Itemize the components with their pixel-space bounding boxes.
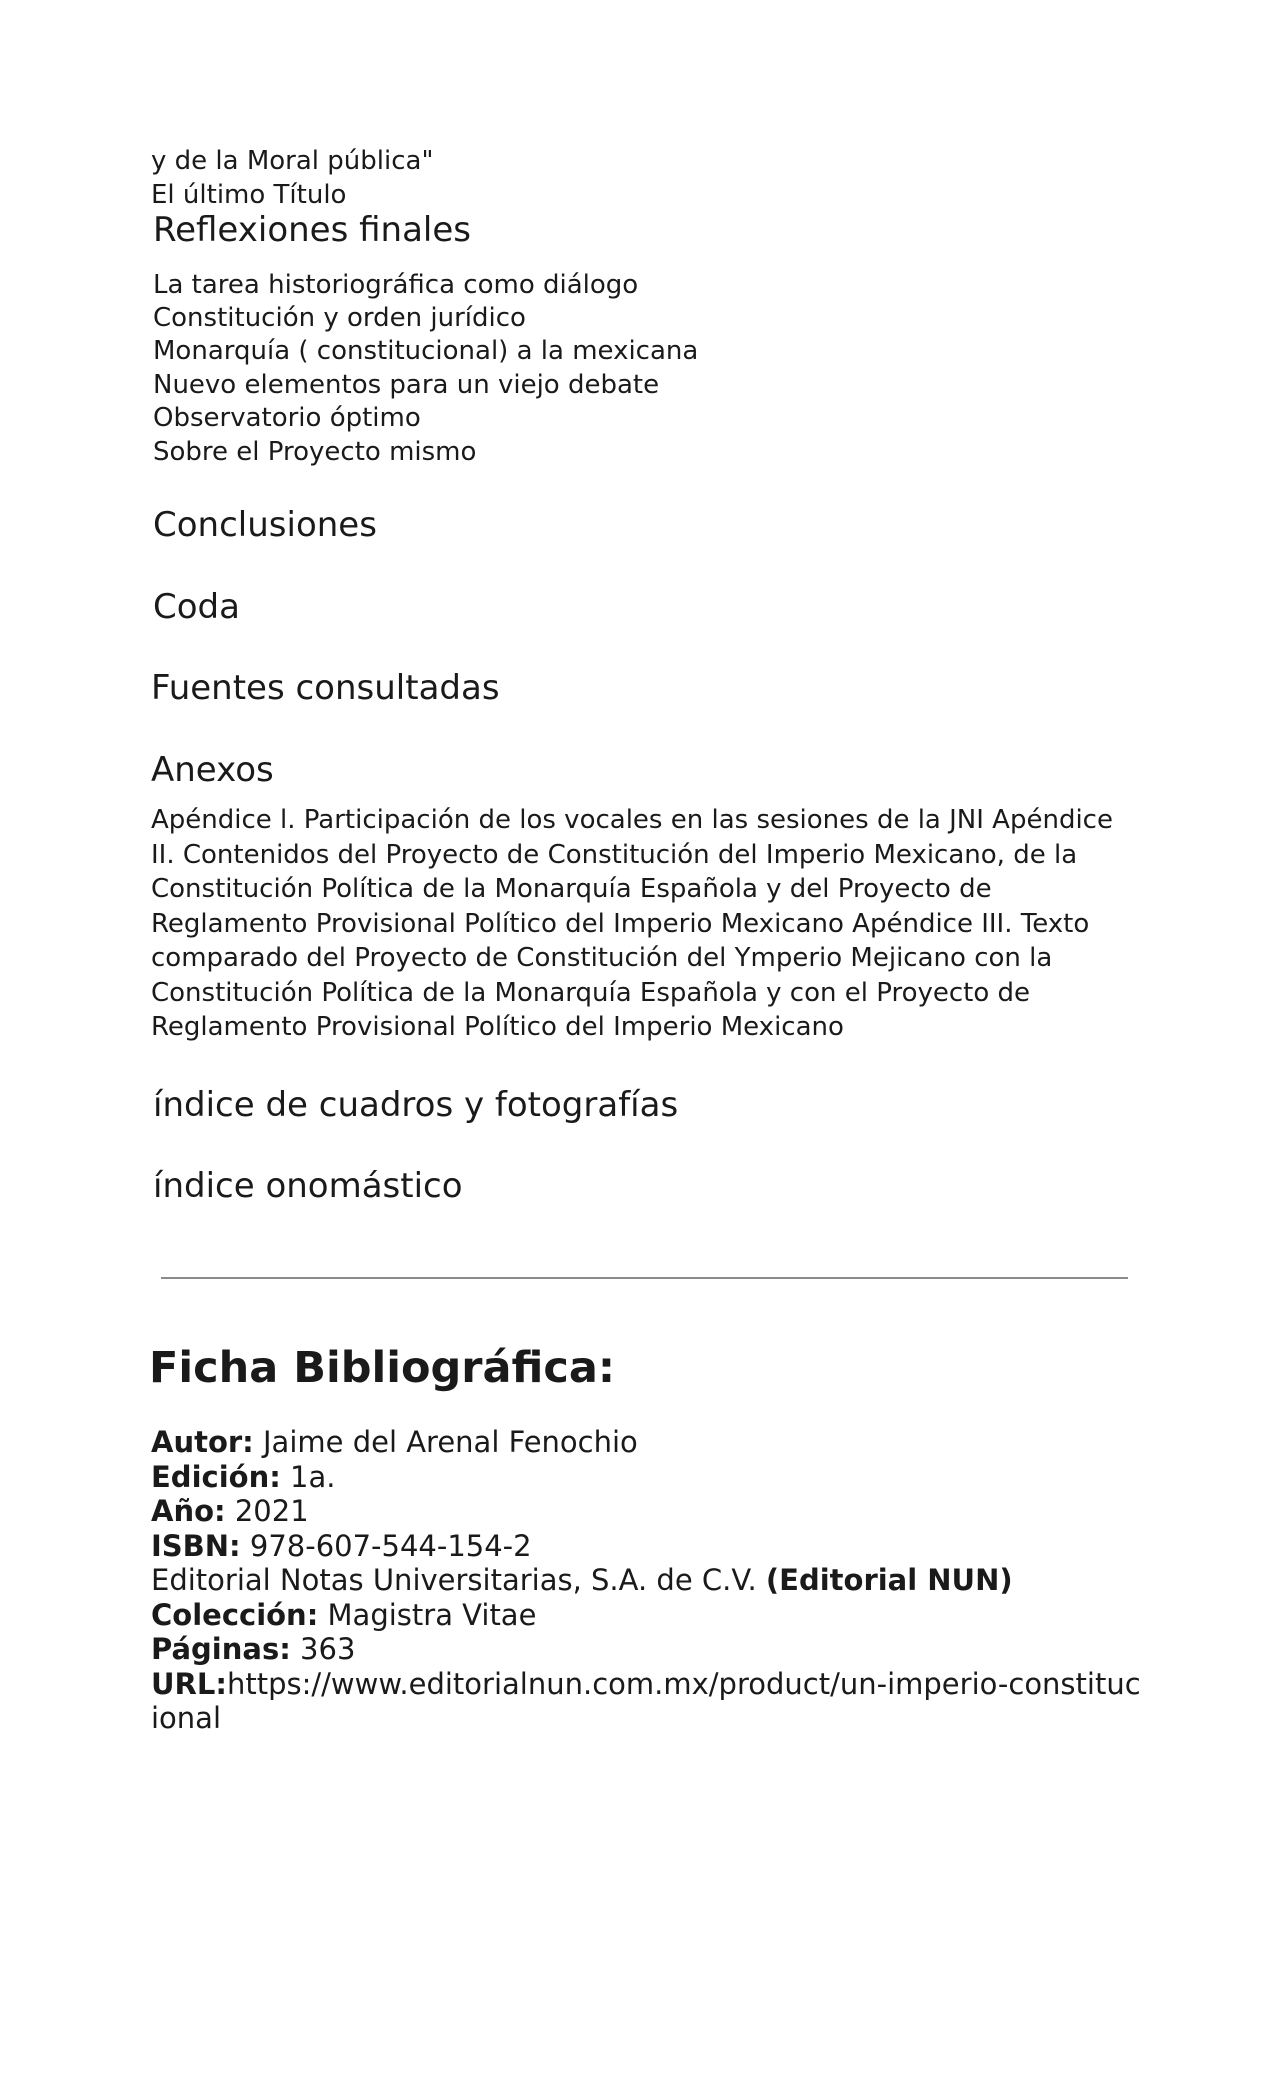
- coleccion-value: Magistra Vitae: [318, 1597, 537, 1632]
- paginas-label: Páginas:: [151, 1632, 291, 1666]
- anio-label: Año:: [151, 1494, 226, 1528]
- toc-line-ultimo-titulo: El último Título: [151, 180, 347, 210]
- ficha-title: Ficha Bibliográfica:: [149, 1343, 616, 1393]
- heading-coda: Coda: [153, 587, 240, 627]
- heading-anexos: Anexos: [151, 750, 274, 790]
- anio-value: 2021: [225, 1494, 309, 1528]
- editorial-label: (Editorial NUN): [765, 1563, 1013, 1597]
- autor-row: [151, 1425, 1141, 1460]
- heading-conclusiones: Conclusiones: [153, 505, 377, 545]
- section-divider: [161, 1277, 1128, 1279]
- coleccion-row: [151, 1598, 1141, 1633]
- edicion-row: [151, 1460, 1141, 1495]
- heading-indice-onomastico: índice onomástico: [153, 1166, 463, 1206]
- paginas-row: [151, 1632, 1141, 1667]
- edicion-value: 1a.: [280, 1459, 336, 1494]
- url-link[interactable]: https://www.editorialnun.com.mx/product/un-imperio-constitucional: [151, 1666, 1141, 1735]
- autor-label: Autor:: [151, 1425, 254, 1459]
- toc-item: Monarquía ( constitucional) a la mexicana: [153, 336, 699, 366]
- anexos-paragraph: Apéndice l. Participación de los vocales en las sesiones de la JNI Apéndice II. Contenidos del Proyecto de Constitución del Imperio Mexicano, de la Constitución Política de la Monarquía Española y del Proyecto de Reglamento Provisional Político del Imperio Mexicano Apéndice III. Texto comparado del Proyecto de Constitución del Ymperio Mejicano con la Constitución Política de la Monarquía Española y con el Proyecto de Reglamento Provisional Político del Imperio Mexicano: [151, 805, 1113, 1042]
- toc-item: Constitución y orden jurídico: [153, 303, 526, 333]
- url-label: URL:: [151, 1666, 227, 1701]
- coleccion-label: Colección:: [151, 1597, 319, 1632]
- toc-item: La tarea historiográfica como diálogo: [153, 270, 639, 300]
- edicion-label: Edición:: [151, 1459, 281, 1494]
- bibliographic-record: [151, 1425, 1141, 1736]
- isbn-label: ISBN:: [151, 1528, 241, 1563]
- toc-item: Observatorio óptimo: [153, 403, 421, 433]
- editorial-row: [151, 1563, 1141, 1598]
- isbn-row: [151, 1529, 1141, 1564]
- anio-row: [151, 1494, 1141, 1529]
- toc-item: Nuevo elementos para un viejo debate: [153, 370, 660, 400]
- toc-item: Sobre el Proyecto mismo: [153, 437, 477, 467]
- toc-line-moral-publica: y de la Moral pública": [151, 146, 434, 176]
- heading-indice-cuadros: índice de cuadros y fotografías: [153, 1085, 679, 1125]
- editorial-value: Editorial Notas Universitarias, S.A. de C.V.: [151, 1563, 766, 1597]
- url-row: [151, 1667, 1141, 1736]
- heading-reflexiones-finales: Reflexiones finales: [153, 210, 471, 250]
- heading-fuentes-consultadas: Fuentes consultadas: [151, 668, 500, 708]
- autor-value: Jaime del Arenal Fenochio: [253, 1425, 638, 1459]
- isbn-value: 978-607-544-154-2: [240, 1528, 532, 1563]
- paginas-value: 363: [290, 1632, 356, 1666]
